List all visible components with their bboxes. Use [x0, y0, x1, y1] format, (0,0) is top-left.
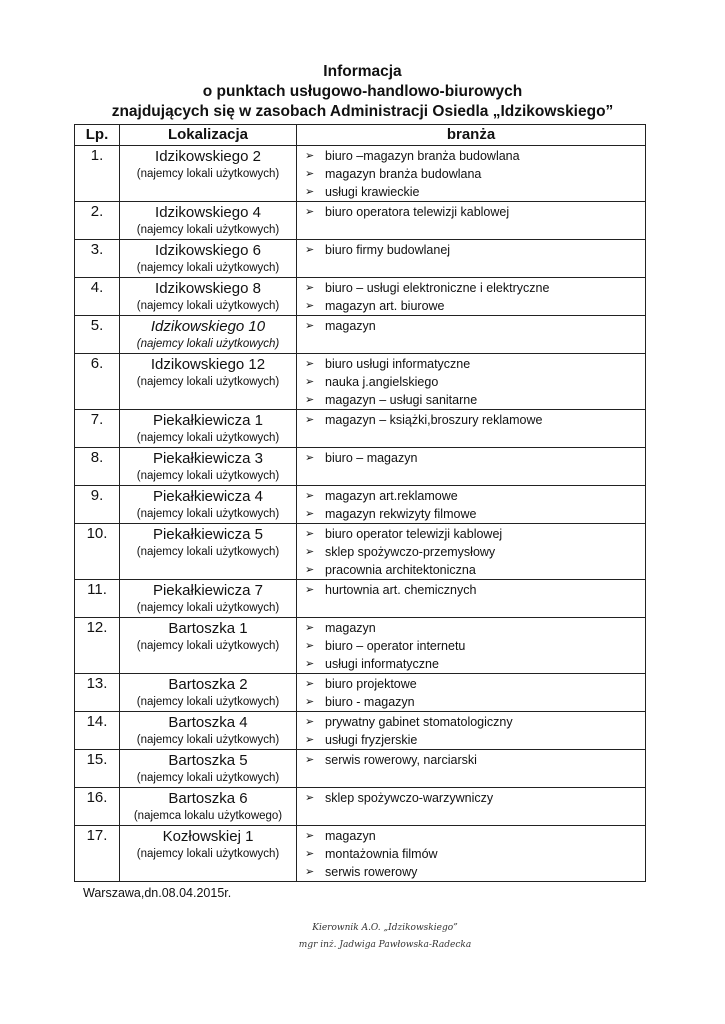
location-name: Idzikowskiego 4: [155, 204, 261, 221]
industry-item-text: magazyn: [325, 829, 376, 843]
arrowhead-bullet-icon: ➢: [305, 244, 315, 256]
industry-item: [305, 845, 645, 863]
location-tenant-note: (najemcy lokali użytkowych): [136, 432, 280, 444]
industry-list: [297, 486, 645, 523]
arrowhead-bullet-icon: ➢: [305, 734, 315, 746]
industry-cell: [297, 316, 646, 354]
industry-item: [305, 449, 645, 467]
location-cell: [120, 712, 297, 750]
row-number: 7.: [75, 410, 120, 448]
location-tenant-note: (najemcy lokali użytkowych): [136, 376, 280, 388]
location-cell: [120, 202, 297, 240]
column-header-location: Lokalizacja: [120, 125, 297, 146]
industry-cell: [297, 580, 646, 618]
table-body: [75, 146, 646, 882]
industry-cell: [297, 524, 646, 580]
row-number: 4.: [75, 278, 120, 316]
industry-item-text: nauka j.angielskiego: [325, 375, 439, 389]
arrowhead-bullet-icon: ➢: [305, 508, 315, 520]
signature-stamp: [260, 920, 510, 954]
location-name: Piekałkiewicza 7: [152, 582, 264, 599]
industry-item-text: serwis rowerowy, narciarski: [325, 753, 477, 767]
table-row: [75, 146, 646, 202]
industry-cell: [297, 410, 646, 448]
location-cell: [120, 410, 297, 448]
industry-item-text: montażownia filmów: [325, 847, 438, 861]
industry-item: [305, 391, 645, 409]
industry-item: [305, 543, 645, 561]
location-name: Piekałkiewicza 5: [152, 526, 264, 543]
location-cell: [120, 240, 297, 278]
industry-item: [305, 863, 645, 881]
industry-item: [305, 655, 645, 673]
industry-item: [305, 165, 645, 183]
arrowhead-bullet-icon: ➢: [305, 696, 315, 708]
industry-item-text: biuro operator telewizji kablowej: [325, 527, 503, 541]
industry-list: [297, 278, 645, 315]
industry-item: [305, 279, 645, 297]
industry-cell: [297, 354, 646, 410]
location-name: Idzikowskiego 2: [155, 148, 261, 165]
industry-list: [297, 580, 645, 599]
industry-item-text: magazyn rekwizyty filmowe: [325, 507, 477, 521]
location-name: Idzikowskiego 10: [150, 318, 266, 335]
industry-item: [305, 203, 645, 221]
location-name: Idzikowskiego 8: [155, 280, 261, 297]
industry-item-text: sklep spożywczo-warzywniczy: [325, 791, 494, 805]
arrowhead-bullet-icon: ➢: [305, 546, 315, 558]
industry-item-text: hurtownia art. chemicznych: [325, 583, 477, 597]
industry-item: [305, 731, 645, 749]
arrowhead-bullet-icon: ➢: [305, 830, 315, 842]
location-name: Bartoszka 6: [168, 790, 248, 807]
arrowhead-bullet-icon: ➢: [305, 452, 315, 464]
industry-item: [305, 487, 645, 505]
location-name: Piekałkiewicza 1: [152, 412, 264, 429]
table-row: [75, 712, 646, 750]
industry-item-text: usługi informatyczne: [325, 657, 439, 671]
signature-name: mgr inż. Jadwiga Pawłowska-Radecka: [298, 940, 472, 950]
location-name: Idzikowskiego 6: [155, 242, 261, 259]
location-cell: [120, 316, 297, 354]
table-row: [75, 674, 646, 712]
location-cell: [120, 674, 297, 712]
arrowhead-bullet-icon: ➢: [305, 866, 315, 878]
location-tenant-note: (najemcy lokali użytkowych): [136, 470, 280, 482]
industry-cell: [297, 750, 646, 788]
industry-item-text: biuro firmy budowlanej: [325, 243, 451, 257]
location-name: Idzikowskiego 12: [150, 356, 266, 373]
location-cell: [120, 750, 297, 788]
location-name: Piekałkiewicza 4: [152, 488, 264, 505]
industry-item-text: magazyn – usługi sanitarne: [325, 393, 478, 407]
industry-list: [297, 240, 645, 259]
location-tenant-note: (najemcy lokali użytkowych): [136, 640, 280, 652]
industry-item-text: magazyn art.reklamowe: [325, 489, 458, 503]
arrowhead-bullet-icon: ➢: [305, 528, 315, 540]
location-tenant-note: (najemcy lokali użytkowych): [136, 224, 280, 236]
document-subtitle-line-2: znajdujących się w zasobach Administracji Osiedla „Idzikowskiego”: [111, 103, 614, 120]
arrowhead-bullet-icon: ➢: [305, 320, 315, 332]
arrowhead-bullet-icon: ➢: [305, 658, 315, 670]
arrowhead-bullet-icon: ➢: [305, 848, 315, 860]
location-tenant-note: (najemcy lokali użytkowych): [136, 168, 280, 180]
industry-item-text: biuro – magazyn: [325, 451, 418, 465]
location-tenant-note: (najemcy lokali użytkowych): [136, 696, 280, 708]
industry-item: [305, 147, 645, 165]
industry-cell: [297, 146, 646, 202]
location-tenant-note: (najemcy lokali użytkowych): [136, 734, 280, 746]
arrowhead-bullet-icon: ➢: [305, 564, 315, 576]
location-name: Bartoszka 1: [168, 620, 248, 637]
column-header-industry: branża: [297, 125, 646, 146]
location-name: Piekałkiewicza 3: [152, 450, 264, 467]
industry-cell: [297, 788, 646, 826]
table-row: [75, 486, 646, 524]
table-header-row: [75, 125, 646, 146]
arrowhead-bullet-icon: ➢: [305, 640, 315, 652]
location-cell: [120, 278, 297, 316]
row-number: 14.: [75, 712, 120, 750]
location-cell: [120, 788, 297, 826]
industry-cell: [297, 826, 646, 882]
arrowhead-bullet-icon: ➢: [305, 414, 315, 426]
arrowhead-bullet-icon: ➢: [305, 622, 315, 634]
premises-table: [74, 124, 646, 882]
industry-list: [297, 674, 645, 711]
arrowhead-bullet-icon: ➢: [305, 754, 315, 766]
industry-item: [305, 373, 645, 391]
industry-item-text: magazyn art. biurowe: [325, 299, 445, 313]
location-cell: [120, 486, 297, 524]
row-number: 6.: [75, 354, 120, 410]
column-header-lp: Lp.: [75, 125, 120, 146]
industry-item-text: usługi krawieckie: [325, 185, 420, 199]
arrowhead-bullet-icon: ➢: [305, 206, 315, 218]
table-row: [75, 240, 646, 278]
industry-list: [297, 410, 645, 429]
location-tenant-note: (najemca lokalu użytkowego): [133, 810, 283, 822]
industry-cell: [297, 240, 646, 278]
industry-item: [305, 751, 645, 769]
industry-item: [305, 525, 645, 543]
industry-list: [297, 316, 645, 335]
location-cell: [120, 146, 297, 202]
location-cell: [120, 618, 297, 674]
industry-cell: [297, 448, 646, 486]
industry-item: [305, 411, 645, 429]
industry-item-text: magazyn branża budowlana: [325, 167, 482, 181]
industry-item: [305, 675, 645, 693]
row-number: 2.: [75, 202, 120, 240]
industry-list: [297, 788, 645, 807]
location-tenant-note: (najemcy lokali użytkowych): [136, 602, 280, 614]
location-cell: [120, 826, 297, 882]
industry-list: [297, 618, 645, 673]
industry-item: [305, 183, 645, 201]
location-tenant-note: (najemcy lokali użytkowych): [136, 508, 280, 520]
table-row: [75, 278, 646, 316]
industry-item: [305, 241, 645, 259]
row-number: 3.: [75, 240, 120, 278]
location-name: Bartoszka 4: [168, 714, 248, 731]
industry-item: [305, 581, 645, 599]
industry-item-text: biuro projektowe: [325, 677, 417, 691]
industry-item-text: biuro – operator internetu: [325, 639, 466, 653]
table-row: [75, 788, 646, 826]
industry-item: [305, 619, 645, 637]
location-name: Kozłowskiej 1: [162, 828, 254, 845]
industry-item-text: magazyn: [325, 621, 376, 635]
location-cell: [120, 354, 297, 410]
row-number: 13.: [75, 674, 120, 712]
arrowhead-bullet-icon: ➢: [305, 716, 315, 728]
industry-cell: [297, 674, 646, 712]
signature-title: Kierownik A.O. „Idzikowskiego”: [312, 923, 458, 933]
industry-item: [305, 297, 645, 315]
industry-cell: [297, 712, 646, 750]
arrowhead-bullet-icon: ➢: [305, 792, 315, 804]
industry-item-text: magazyn – książki,broszury reklamowe: [325, 413, 543, 427]
industry-item: [305, 713, 645, 731]
industry-list: [297, 448, 645, 467]
location-tenant-note: (najemcy lokali użytkowych): [136, 848, 280, 860]
location-tenant-note: (najemcy lokali użytkowych): [136, 262, 280, 274]
arrowhead-bullet-icon: ➢: [305, 150, 315, 162]
industry-cell: [297, 278, 646, 316]
table-row: [75, 826, 646, 882]
industry-item-text: pracownia architektoniczna: [325, 563, 476, 577]
industry-item-text: serwis rowerowy: [325, 865, 418, 879]
industry-list: [297, 354, 645, 409]
row-number: 9.: [75, 486, 120, 524]
row-number: 12.: [75, 618, 120, 674]
industry-item: [305, 827, 645, 845]
arrowhead-bullet-icon: ➢: [305, 376, 315, 388]
location-cell: [120, 448, 297, 486]
row-number: 5.: [75, 316, 120, 354]
industry-list: [297, 826, 645, 881]
row-number: 17.: [75, 826, 120, 882]
industry-list: [297, 146, 645, 201]
industry-item-text: magazyn: [325, 319, 376, 333]
industry-item-text: biuro – usługi elektroniczne i elektryczne: [325, 281, 550, 295]
row-number: 11.: [75, 580, 120, 618]
document-header: [0, 62, 725, 122]
location-cell: [120, 524, 297, 580]
industry-item-text: biuro –magazyn branża budowlana: [325, 149, 520, 163]
row-number: 10.: [75, 524, 120, 580]
row-number: 15.: [75, 750, 120, 788]
industry-item: [305, 561, 645, 579]
location-name: Bartoszka 2: [168, 676, 248, 693]
table-row: [75, 410, 646, 448]
industry-item: [305, 789, 645, 807]
arrowhead-bullet-icon: ➢: [305, 678, 315, 690]
industry-item: [305, 693, 645, 711]
table-row: [75, 750, 646, 788]
arrowhead-bullet-icon: ➢: [305, 584, 315, 596]
industry-item-text: biuro operatora telewizji kablowej: [325, 205, 510, 219]
arrowhead-bullet-icon: ➢: [305, 394, 315, 406]
industry-list: [297, 712, 645, 749]
table-row: [75, 354, 646, 410]
arrowhead-bullet-icon: ➢: [305, 358, 315, 370]
table-row: [75, 316, 646, 354]
industry-item: [305, 637, 645, 655]
industry-list: [297, 202, 645, 221]
industry-item-text: biuro - magazyn: [325, 695, 415, 709]
industry-item-text: sklep spożywczo-przemysłowy: [325, 545, 496, 559]
document-title: Informacja: [323, 63, 402, 80]
table-row: [75, 448, 646, 486]
industry-cell: [297, 486, 646, 524]
arrowhead-bullet-icon: ➢: [305, 168, 315, 180]
industry-item-text: biuro usługi informatyczne: [325, 357, 471, 371]
row-number: 16.: [75, 788, 120, 826]
industry-item-text: prywatny gabinet stomatologiczny: [325, 715, 513, 729]
table-row: [75, 524, 646, 580]
industry-item: [305, 505, 645, 523]
table-row: [75, 618, 646, 674]
industry-item: [305, 317, 645, 335]
industry-cell: [297, 618, 646, 674]
industry-item: [305, 355, 645, 373]
location-tenant-note: (najemcy lokali użytkowych): [136, 338, 280, 350]
arrowhead-bullet-icon: ➢: [305, 282, 315, 294]
table-row: [75, 580, 646, 618]
industry-list: [297, 750, 645, 769]
document-date: Warszawa,dn.08.04.2015r.: [83, 886, 232, 900]
industry-cell: [297, 202, 646, 240]
location-name: Bartoszka 5: [168, 752, 248, 769]
document-subtitle-line-1: o punktach usługowo-handlowo-biurowych: [202, 83, 523, 100]
arrowhead-bullet-icon: ➢: [305, 490, 315, 502]
arrowhead-bullet-icon: ➢: [305, 300, 315, 312]
location-tenant-note: (najemcy lokali użytkowych): [136, 300, 280, 312]
industry-item-text: usługi fryzjerskie: [325, 733, 418, 747]
industry-list: [297, 524, 645, 579]
location-tenant-note: (najemcy lokali użytkowych): [136, 772, 280, 784]
location-tenant-note: (najemcy lokali użytkowych): [136, 546, 280, 558]
table-row: [75, 202, 646, 240]
row-number: 8.: [75, 448, 120, 486]
location-cell: [120, 580, 297, 618]
arrowhead-bullet-icon: ➢: [305, 186, 315, 198]
row-number: 1.: [75, 146, 120, 202]
